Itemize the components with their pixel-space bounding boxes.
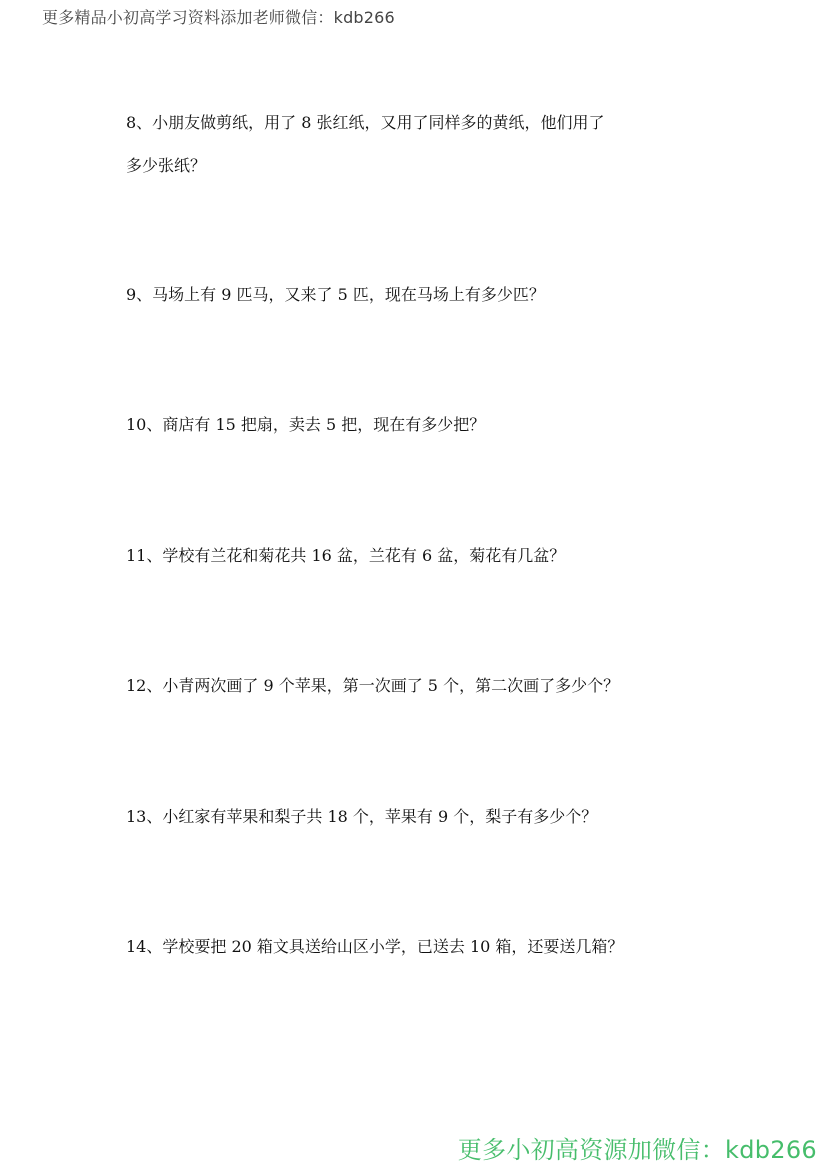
problem-line: 13、小红家有苹果和梨子共 18 个，苹果有 9 个，梨子有多少个？	[126, 807, 598, 826]
problem-line: 12、小青两次画了 9 个苹果，第一次画了 5 个，第二次画了多少个？	[126, 676, 620, 695]
problem-line: 14、学校要把 20 箱文具送给山区小学，已送去 10 箱，还要送几箱？	[126, 937, 624, 956]
footer-note: 更多小初高资源加微信：kdb266	[457, 1136, 817, 1164]
problem-line: 多少张纸？	[126, 156, 207, 175]
problem-8	[126, 112, 716, 177]
problem-line: 11、学校有兰花和菊花共 16 盆，兰花有 6 盆，菊花有几盆？	[126, 546, 566, 565]
problem-line: 10、商店有 15 把扇，卖去 5 把，现在有多少把？	[126, 415, 486, 434]
problem-10	[126, 414, 716, 436]
problem-13	[126, 806, 716, 828]
problem-11	[126, 545, 716, 567]
problem-12	[126, 675, 716, 697]
header-note: 更多精品小初高学习资料添加老师微信：kdb266	[42, 8, 395, 27]
problem-line: 8、小朋友做剪纸，用了 8 张红纸，又用了同样多的黄纸，他们用了	[126, 113, 605, 132]
problem-14	[126, 936, 716, 958]
problem-9	[126, 284, 716, 306]
problem-line: 9、马场上有 9 匹马，又来了 5 匹，现在马场上有多少匹？	[126, 285, 545, 304]
